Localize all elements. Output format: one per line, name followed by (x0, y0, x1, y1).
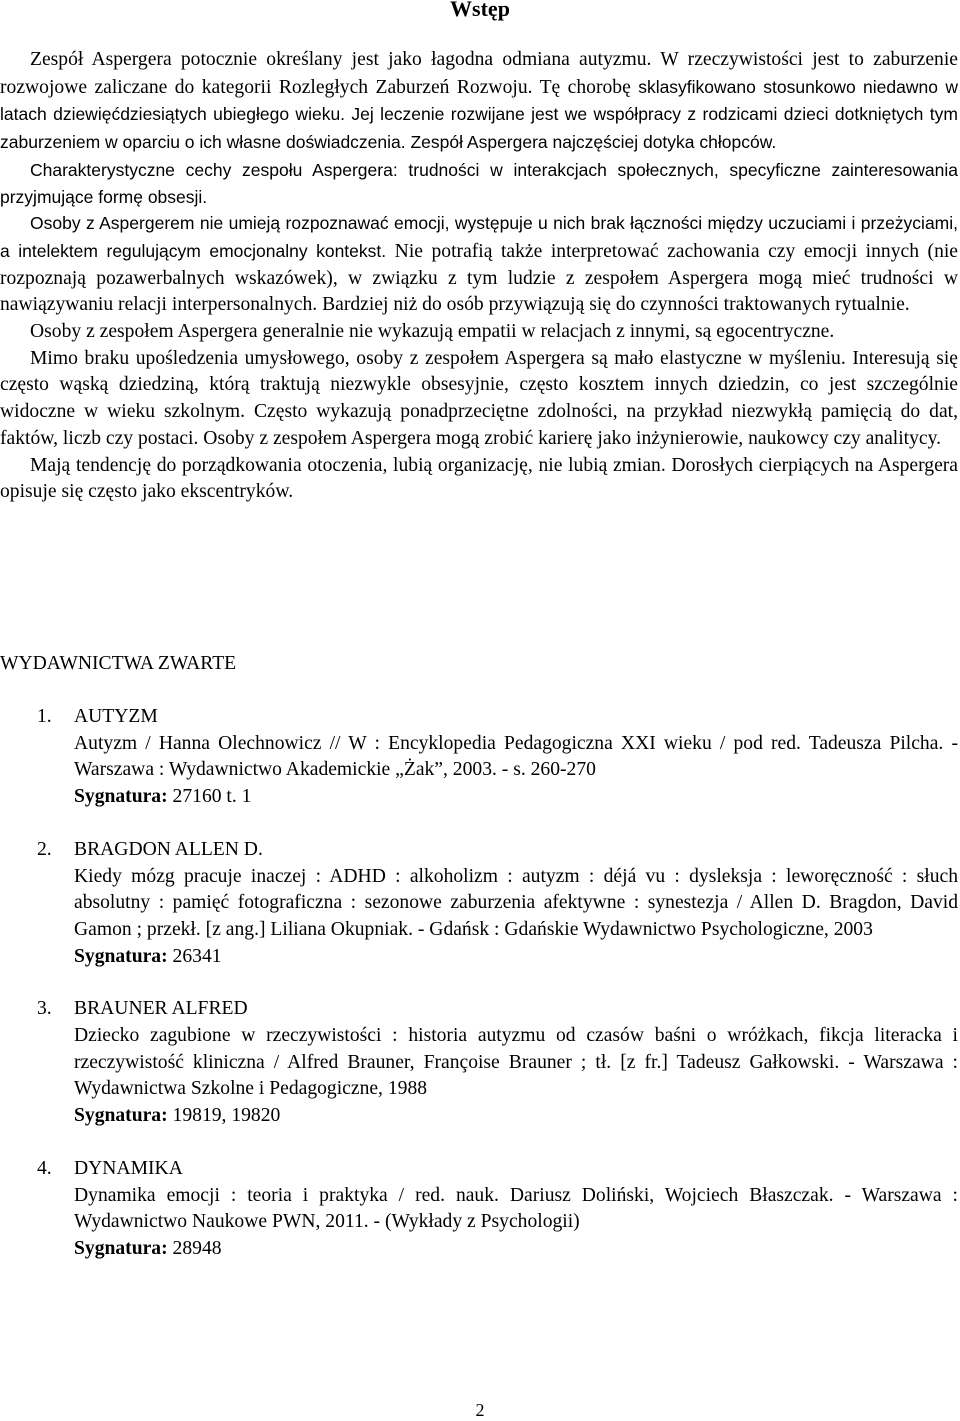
entry-signature (74, 944, 958, 971)
signature-label: Sygnatura: (74, 945, 168, 967)
signature-label: Sygnatura: (74, 1237, 168, 1259)
entry-description: Autyzm / Hanna Olechnowicz // W : Encyklopedia Pedagogiczna XXI wieku / pod red. Tadeusza Pilcha. - Warszawa : Wydawnictwo Akademickie „Żak”, 2003. - s. 260-270 (74, 732, 958, 781)
bibliography-list (0, 704, 958, 1289)
page-title: Wstęp (450, 0, 510, 21)
entry-signature (74, 1236, 958, 1263)
bibliography-entry (0, 996, 958, 1130)
intro-section (0, 47, 958, 506)
section-heading: WYDAWNICTWA ZWARTE (0, 653, 237, 674)
page-number: 2 (475, 1400, 485, 1420)
entry-number: 3. (37, 998, 52, 1020)
intro-paragraph: Osoby z zespołem Aspergera generalnie nie wykazują empatii w relacjach z innymi, są egocentryczne. (30, 321, 835, 343)
intro-paragraph: Mają tendencję do porządkowania otoczenia, lubią organizację, nie lubią zmian. Dorosłych cierpiących na Aspergera opisuje się często jako ekscentryków. (0, 454, 958, 503)
entry-number: 1. (37, 706, 52, 727)
entry-description: Kiedy mózg pracuje inaczej : ADHD : alkoholizm : autyzm : déjá vu : dysleksja : leworęczność : słuch absolutny : pamięć fotograficzna : sezonowe zaburzenia afektywne : synestezja / Allen D. Bragdon, David Gamon ; przekł. [z ang.] Liliana Okupniak. - Gdańsk : Gdańskie Wydawnictwo Psychologiczne, 2003 (74, 865, 958, 940)
entry-heading: BRAGDON ALLEN D. (74, 838, 263, 860)
bibliography-entry (0, 704, 958, 811)
signature-value: 19819, 19820 (172, 1105, 281, 1127)
intro-text: Zespół Aspergera potocznie określany jest jako łagodna odmiana autyzmu. W rzeczywistości jest to zaburzenie rozwojowe zaliczane do kategorii Rozległych Zaburzeń Rozwoju. Tę chorobę (0, 49, 958, 98)
signature-value: 26341 (172, 945, 222, 967)
signature-value: 27160 t. 1 (172, 786, 252, 808)
entry-number: 4. (37, 1157, 52, 1179)
entry-description: Dziecko zagubione w rzeczywistości : historia autyzmu od czasów baśni o wróżkach, fikcja literacka i rzeczywistość kliniczna / Alfred Brauner, Françoise Brauner ; tł. [z fr.] Tadeusz Gałkowski. - Warszawa : Wydawnictwa Szkolne i Pedagogiczne, 1988 (74, 1025, 958, 1100)
intro-text: sklasyfikowano stosunkowo niedawno w latach dziewięćdziesiątych ubiegłego wieku. Jej leczenie rozwijane jest we współpracy z rodzicami dzieci dotkniętych tym zaburzeniem w oparciu o ich własne doświadczenia. Zespół Aspergera najczęściej dotyka chłopców. (0, 76, 958, 153)
entry-heading: DYNAMIKA (74, 1157, 183, 1179)
entry-description: Dynamika emocji : teoria i praktyka / red. nauk. Dariusz Doliński, Wojciech Błaszczak. - Warszawa : Wydawnictwo Naukowe PWN, 2011. - (Wykłady z Psychologii) (74, 1184, 958, 1233)
signature-label: Sygnatura: (74, 1105, 168, 1127)
entry-number: 2. (37, 838, 52, 860)
intro-paragraph (0, 47, 958, 157)
intro-text: Nie potrafią także interpretować zachowania czy emocji innych (nie rozpoznają pozawerbalnych wskazówek), w związku z tym ludzie z zespołem Aspergera mogą mieć trudności w nawiązywaniu relacji interpersonalnych. Bardziej niż do osób przywiązują się do czynności traktowanych rytualnie. (0, 240, 959, 316)
entry-signature (74, 784, 958, 811)
entry-heading: BRAUNER ALFRED (74, 998, 248, 1020)
intro-paragraph: Charakterystyczne cechy zespołu Aspergera: trudności w interakcjach społecznych, specyficzne zainteresowania przyjmujące formę obsesji. (0, 159, 958, 207)
entry-heading: AUTYZM (74, 706, 158, 727)
entry-signature (74, 1103, 958, 1130)
signature-value: 28948 (172, 1237, 222, 1259)
intro-text: Osoby z Aspergerem nie umieją rozpoznawać emocji, występuje u nich brak łączności między uczuciami i przeżyciami, a intelektem regulującym emocjonalny kontekst. (0, 213, 958, 261)
signature-label: Sygnatura: (74, 786, 168, 808)
bibliography-entry (0, 1156, 958, 1263)
bibliography-entry (0, 837, 958, 971)
intro-paragraph (0, 210, 958, 319)
intro-paragraph: Mimo braku upośledzenia umysłowego, osoby z zespołem Aspergera są mało elastyczne w myśleniu. Interesują się często wąską dziedziną, którą traktują niezwykle obsesyjnie, często kosztem innych dziedzin, co jest szczególnie widoczne w wieku szkolnym. Często wykazują ponadprzeciętne zdolności, na przykład niezwykłą pamięcią do dat, faktów, liczb czy postaci. Osoby z zespołem Aspergera mogą zrobić karierę jako inżynierowie, naukowcy czy analitycy. (0, 347, 958, 449)
